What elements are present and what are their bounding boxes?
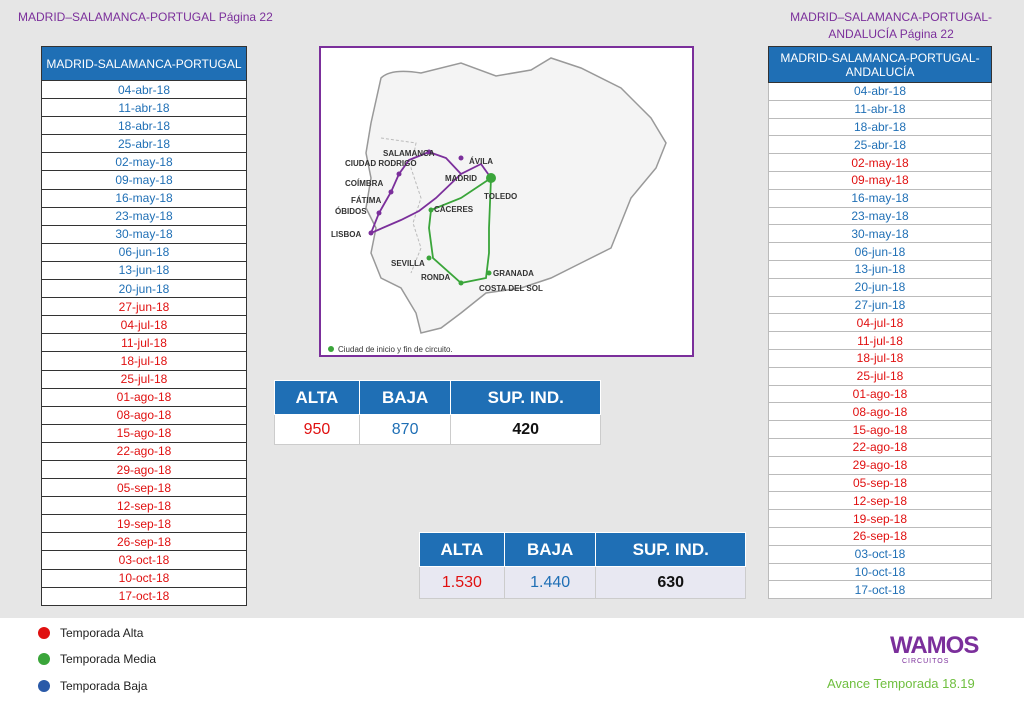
date-cell: 08-ago-18 bbox=[42, 406, 247, 424]
table-row bbox=[769, 349, 992, 367]
table-row bbox=[769, 278, 992, 296]
date-cell: 04-abr-18 bbox=[769, 83, 992, 101]
date-cell: 16-may-18 bbox=[769, 189, 992, 207]
left-dates-table bbox=[41, 46, 247, 606]
date-cell: 29-ago-18 bbox=[769, 456, 992, 474]
table-row bbox=[769, 100, 992, 118]
city-dot-madrid bbox=[486, 173, 496, 183]
date-cell: 27-jun-18 bbox=[42, 298, 247, 316]
date-cell: 11-abr-18 bbox=[769, 100, 992, 118]
date-cell: 18-jul-18 bbox=[42, 352, 247, 370]
date-cell: 11-jul-18 bbox=[42, 334, 247, 352]
date-cell: 15-ago-18 bbox=[769, 421, 992, 439]
table-row bbox=[769, 510, 992, 528]
season-legend bbox=[0, 618, 1024, 709]
date-cell: 10-oct-18 bbox=[42, 569, 247, 587]
table-row bbox=[42, 497, 247, 515]
blue-dot-icon bbox=[38, 680, 50, 692]
city-label: SALAMANCA bbox=[383, 149, 435, 158]
table-row bbox=[42, 81, 247, 99]
date-cell: 16-may-18 bbox=[42, 189, 247, 207]
right-dates-table bbox=[768, 46, 992, 599]
header-right-line1: MADRID–SALAMANCA-PORTUGAL- bbox=[790, 10, 992, 24]
table-row bbox=[769, 581, 992, 599]
table-row bbox=[42, 551, 247, 569]
table-row bbox=[769, 421, 992, 439]
date-cell: 06-jun-18 bbox=[769, 243, 992, 261]
table-row bbox=[769, 136, 992, 154]
price-table-portugal bbox=[274, 380, 601, 445]
table-row bbox=[42, 117, 247, 135]
date-cell: 03-oct-18 bbox=[769, 545, 992, 563]
table-row bbox=[42, 298, 247, 316]
table-row bbox=[42, 99, 247, 117]
legend-alta bbox=[38, 626, 143, 640]
table-row bbox=[769, 296, 992, 314]
price1-alta: 950 bbox=[275, 415, 360, 445]
table-row bbox=[42, 370, 247, 388]
date-cell: 20-jun-18 bbox=[42, 280, 247, 298]
date-cell: 05-sep-18 bbox=[42, 479, 247, 497]
price2-header-sup: SUP. IND. bbox=[596, 533, 746, 567]
date-cell: 09-may-18 bbox=[42, 171, 247, 189]
city-label: MADRID bbox=[445, 174, 477, 183]
table-row bbox=[42, 135, 247, 153]
date-cell: 05-sep-18 bbox=[769, 474, 992, 492]
legend-baja-label: Temporada Baja bbox=[60, 679, 148, 693]
left-table-title: MADRID-SALAMANCA-PORTUGAL bbox=[42, 47, 247, 81]
table-row bbox=[42, 280, 247, 298]
date-cell: 12-sep-18 bbox=[42, 497, 247, 515]
right-table-title bbox=[769, 47, 992, 83]
price1-header-sup: SUP. IND. bbox=[451, 381, 601, 415]
table-row bbox=[769, 456, 992, 474]
table-row bbox=[769, 385, 992, 403]
date-cell: 01-ago-18 bbox=[42, 388, 247, 406]
right-table-title-line2: ANDALUCÍA bbox=[845, 64, 915, 79]
table-row bbox=[42, 460, 247, 478]
date-cell: 02-may-18 bbox=[769, 154, 992, 172]
date-cell: 12-sep-18 bbox=[769, 492, 992, 510]
table-row bbox=[769, 260, 992, 278]
table-row bbox=[42, 243, 247, 261]
date-cell: 27-jun-18 bbox=[769, 296, 992, 314]
table-row bbox=[42, 261, 247, 279]
table-row bbox=[769, 225, 992, 243]
table-row bbox=[42, 388, 247, 406]
price1-header-baja: BAJA bbox=[359, 381, 451, 415]
table-row bbox=[769, 118, 992, 136]
date-cell: 08-ago-18 bbox=[769, 403, 992, 421]
city-label: SEVILLA bbox=[391, 259, 425, 268]
date-cell: 02-may-18 bbox=[42, 153, 247, 171]
table-row bbox=[769, 207, 992, 225]
header-left-title: MADRID–SALAMANCA-PORTUGAL Página 22 bbox=[18, 10, 273, 24]
date-cell: 10-oct-18 bbox=[769, 563, 992, 581]
wamos-logo: WAMOS bbox=[890, 632, 979, 659]
date-cell: 18-jul-18 bbox=[769, 349, 992, 367]
table-row bbox=[769, 189, 992, 207]
table-row bbox=[42, 171, 247, 189]
date-cell: 11-jul-18 bbox=[769, 332, 992, 350]
table-row bbox=[769, 171, 992, 189]
green-dot-icon bbox=[38, 653, 50, 665]
route-map bbox=[319, 46, 694, 357]
city-label: ÁVILA bbox=[469, 157, 493, 166]
table-row bbox=[769, 243, 992, 261]
price1-sup: 420 bbox=[451, 415, 601, 445]
legend-baja bbox=[38, 679, 147, 693]
header-right-line2: ANDALUCÍA Página 22 bbox=[828, 27, 954, 41]
date-cell: 23-may-18 bbox=[42, 207, 247, 225]
date-cell: 04-jul-18 bbox=[769, 314, 992, 332]
table-row bbox=[42, 207, 247, 225]
city-label: GRANADA bbox=[493, 269, 534, 278]
date-cell: 25-jul-18 bbox=[769, 367, 992, 385]
date-cell: 09-may-18 bbox=[769, 171, 992, 189]
table-row bbox=[769, 527, 992, 545]
table-row bbox=[769, 83, 992, 101]
legend-media-label: Temporada Media bbox=[60, 652, 157, 666]
city-label: ÓBIDOS bbox=[335, 207, 367, 216]
table-row bbox=[769, 545, 992, 563]
table-row bbox=[42, 352, 247, 370]
price2-baja: 1.440 bbox=[504, 567, 596, 599]
date-cell: 04-abr-18 bbox=[42, 81, 247, 99]
table-row bbox=[42, 225, 247, 243]
table-row bbox=[769, 492, 992, 510]
table-row bbox=[42, 533, 247, 551]
red-dot-icon bbox=[38, 627, 50, 639]
date-cell: 18-abr-18 bbox=[42, 117, 247, 135]
date-cell: 25-jul-18 bbox=[42, 370, 247, 388]
price2-header-alta: ALTA bbox=[420, 533, 505, 567]
header-right-title bbox=[790, 9, 992, 43]
date-cell: 06-jun-18 bbox=[42, 243, 247, 261]
price-table-andalucia bbox=[419, 532, 746, 599]
price2-header-baja: BAJA bbox=[504, 533, 596, 567]
date-cell: 03-oct-18 bbox=[42, 551, 247, 569]
city-label: COÍMBRA bbox=[345, 179, 384, 188]
table-row bbox=[42, 406, 247, 424]
city-label: RONDA bbox=[421, 273, 451, 282]
map-legend: Ciudad de inicio y fin de circuito. bbox=[338, 345, 453, 354]
city-label: TOLEDO bbox=[484, 192, 518, 201]
price1-baja: 870 bbox=[359, 415, 451, 445]
date-cell: 30-may-18 bbox=[42, 225, 247, 243]
table-row bbox=[769, 563, 992, 581]
city-label: CÁCERES bbox=[434, 205, 474, 214]
date-cell: 17-oct-18 bbox=[42, 587, 247, 605]
legend-alta-label: Temporada Alta bbox=[60, 626, 144, 640]
table-row bbox=[42, 153, 247, 171]
date-cell: 23-may-18 bbox=[769, 207, 992, 225]
table-row bbox=[769, 367, 992, 385]
date-cell: 18-abr-18 bbox=[769, 118, 992, 136]
date-cell: 19-sep-18 bbox=[42, 515, 247, 533]
date-cell: 11-abr-18 bbox=[42, 99, 247, 117]
table-row bbox=[769, 154, 992, 172]
city-label: FÁTIMA bbox=[351, 196, 382, 205]
date-cell: 29-ago-18 bbox=[42, 460, 247, 478]
table-row bbox=[42, 569, 247, 587]
table-row bbox=[42, 424, 247, 442]
table-row bbox=[769, 403, 992, 421]
date-cell: 01-ago-18 bbox=[769, 385, 992, 403]
table-row bbox=[769, 438, 992, 456]
season-tagline: Avance Temporada 18.19 bbox=[827, 676, 975, 691]
table-row bbox=[769, 314, 992, 332]
price2-alta: 1.530 bbox=[420, 567, 505, 599]
city-label: LISBOA bbox=[331, 230, 362, 239]
table-row bbox=[42, 479, 247, 497]
date-cell: 25-abr-18 bbox=[42, 135, 247, 153]
table-row bbox=[769, 332, 992, 350]
table-row bbox=[42, 442, 247, 460]
date-cell: 19-sep-18 bbox=[769, 510, 992, 528]
legend-media bbox=[38, 652, 156, 666]
table-row bbox=[42, 334, 247, 352]
city-label: COSTA DEL SOL bbox=[479, 284, 543, 293]
date-cell: 22-ago-18 bbox=[769, 438, 992, 456]
date-cell: 26-sep-18 bbox=[769, 527, 992, 545]
date-cell: 30-may-18 bbox=[769, 225, 992, 243]
table-row bbox=[769, 474, 992, 492]
date-cell: 13-jun-18 bbox=[769, 260, 992, 278]
right-table-title-line1: MADRID-SALAMANCA-PORTUGAL- bbox=[780, 50, 980, 65]
table-row bbox=[42, 515, 247, 533]
price2-sup: 630 bbox=[596, 567, 746, 599]
city-label: CIUDAD RODRIGO bbox=[345, 159, 417, 168]
price1-header-alta: ALTA bbox=[275, 381, 360, 415]
iberia-map-svg bbox=[321, 48, 692, 355]
date-cell: 26-sep-18 bbox=[42, 533, 247, 551]
date-cell: 04-jul-18 bbox=[42, 316, 247, 334]
date-cell: 25-abr-18 bbox=[769, 136, 992, 154]
table-row bbox=[42, 587, 247, 605]
wamos-logo-sub: CIRCUITOS bbox=[902, 658, 950, 665]
date-cell: 15-ago-18 bbox=[42, 424, 247, 442]
date-cell: 17-oct-18 bbox=[769, 581, 992, 599]
table-row bbox=[42, 189, 247, 207]
date-cell: 13-jun-18 bbox=[42, 261, 247, 279]
date-cell: 20-jun-18 bbox=[769, 278, 992, 296]
table-row bbox=[42, 316, 247, 334]
date-cell: 22-ago-18 bbox=[42, 442, 247, 460]
